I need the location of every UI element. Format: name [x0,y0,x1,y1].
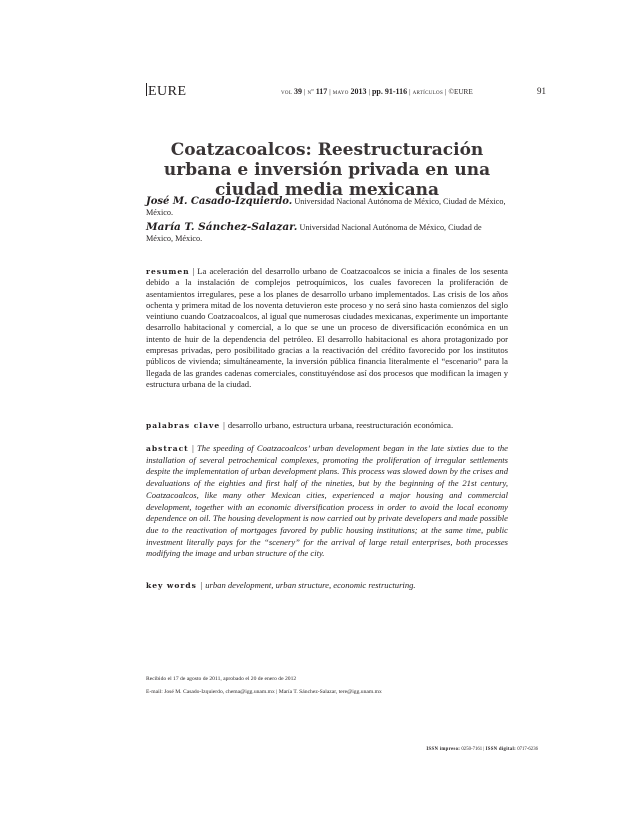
abstract-section: abstract | The speeding of Coatzacoalcos’ urban development began in the late sixties due to the installation of several petrochemical complexes, promoting the proliferation of irregular settlements despite the implementation of urban development plans. This process was slowed down by the crises and devaluations of the eighties and first half of the nineties, but by the beginning of the 21st century, Coatzacoalcos, like many other Mexican cities, experienced a major housing and commercial development, together with an economic diversification process in order to avoid the local economy dependence on oil. The housing development is now carried out by private developers and made possible due to the reactivation of mortgages favored by public housing institutions; at the same time, public investment literally pays for the “scenery” for the arrival of large retail enterprises, both processes modifying the image and urban structure of the city. [146,443,508,559]
author-item [146,196,506,218]
year: 2013 [350,87,367,96]
author-emails: E-mail: José M. Casado-Izquierdo, chema@igg.unam.mx | María T. Sánchez-Salazar, tere@igg.unam.mx [146,689,382,695]
received-date: Recibido el 17 de agosto de 2011, aprobado el 20 de enero de 2012 [146,676,297,682]
issn-print: 0250-7161 [461,747,483,752]
resumen-text: La aceleración del desarrollo urbano de Coatzacoalcos se inicia a finales de los sesenta debido a la instalación de complejos petroquímicos, los cuales favorecen la proliferación de asentamientos irregulares, pese a los planes de desarrollo urbano implementados. Las crisis de los años ochenta y primera mitad de los noventa detuvieron este proceso y no será sino hasta comienzos del siglo veintiuno cuando Coatzacoalcos, al igual que numerosas ciudades mexicanas, experimente un importante desarrollo habitacional y comercial, a lo que se une un proceso de diversificación económica en un intento de huir de la dependencia del petróleo. El desarrollo habitacional es ahora protagonizado por empresas privadas, pero posibilitado gracias a la reactivación del crédito favorecido por los institutos públicos de vivienda; simultáneamente, la inversión pública financia literalmente el “escenario” para la llegada de las grandes cadenas comerciales, constituyéndose así dos procesos que modifican la imagen y estructura urbana de la ciudad. [146,266,509,389]
issn-print-label: ISSN impreso: [426,747,461,752]
article-title: Coatzacoalcos: Reestructuración urbana e inversión privada en una ciudad media mexicana [163,140,491,201]
palabras-clave-label: palabras clave [146,421,221,430]
no-value: 117 [315,87,328,96]
pages: pp. 91-116 [371,87,408,96]
running-header [146,83,546,99]
palabras-clave-section: palabras clave | desarrollo urbano, estructura urbana, reestructuración económica. [146,420,454,430]
section-name: artículos [412,88,444,96]
key-words-section: key words | urban development, urban structure, economic restructuring. [146,580,416,590]
journal-logo [146,83,187,100]
vol-label: vol [281,88,293,96]
key-words-label: key words [146,581,197,590]
resumen-section: resumen | La aceleración del desarrollo urbano de Coatzacoalcos se inicia a finales de los sesenta debido a la instalación de complejos petroquímicos, los cuales favorecen la proliferación de asentamientos irregulares, pese a los planes de desarrollo urbano implementados. Las crisis de los años ochenta y primera mitad de los noventa detuvieron este proceso y no será sino hasta comienzos del siglo veintiuno cuando Coatzacoalcos, al igual que numerosas ciudades mexicanas, experimente un importante desarrollo habitacional y comercial, a lo que se une un proceso de diversificación económica en un intento de huir de la dependencia del petróleo. El desarrollo habitacional es ahora protagonizado por empresas privadas, pero posibilitado gracias a la reactivación del crédito favorecido por los institutos públicos de vivienda; simultáneamente, la inversión pública financia literalmente el “escenario” para la llegada de las grandes cadenas comerciales, constituyéndose así dos procesos que modifican la imagen y estructura urbana de la ciudad. [146,266,509,389]
author-affiliation: Universidad Nacional Autónoma de México, Ciudad de México, México. [146,223,482,243]
issn-digital-label: ISSN digital: [485,747,516,752]
author-affiliation: Universidad Nacional Autónoma de México, Ciudad de México, México. [146,197,506,217]
issn-digital: 0717-6236 [517,747,538,752]
issn-info: ISSN impreso: 0250-7161 | ISSN digital: 0717-6236 [426,747,538,752]
abstract-label: abstract [146,444,189,453]
author-name: José M. Casado-Izquierdo. [146,196,293,207]
author-name: María T. Sánchez-Salazar. [146,221,298,233]
logo-bar-icon [146,83,147,96]
abstract-text: The speeding of Coatzacoalcos’ urban development began in the late sixties due to the installation of several petrochemical complexes, promoting the proliferation of irregular settlements despite the implementation of urban development plans. This process was slowed down by the crises and devaluations of the eighties and first half of the nineties, but by the beginning of the 21st century, Coatzacoalcos, like many other Mexican cities, experienced a major housing and commercial development, together with an economic diversification process in order to avoid the local economy dependence on oil. The housing development is now carried out by private developers and made possible due to the reactivation of mortgages favored by public housing institutions; at the same time, public investment literally pays for the “scenery” for the arrival of large retail enterprises, both processes modifying the image and urban structure of the city. [146,443,508,559]
palabras-clave-text: desarrollo urbano, estructura urbana, reestructuración económica. [227,420,454,430]
author-list [146,196,506,248]
copyright: ©EURE [448,88,473,96]
issue-info: vol 39 | nº 117 | mayo 2013 | pp. 91-116 | artículos | ©EURE [281,87,473,96]
key-words-text: urban development, urban structure, economic restructuring. [205,580,416,590]
page-number: 91 [537,86,546,96]
logo-text: EURE [148,84,187,99]
no-label: nº [307,88,314,96]
vol-value: 39 [293,87,302,96]
month: mayo [332,88,349,96]
author-item [146,222,506,244]
resumen-label: resumen [146,267,190,276]
